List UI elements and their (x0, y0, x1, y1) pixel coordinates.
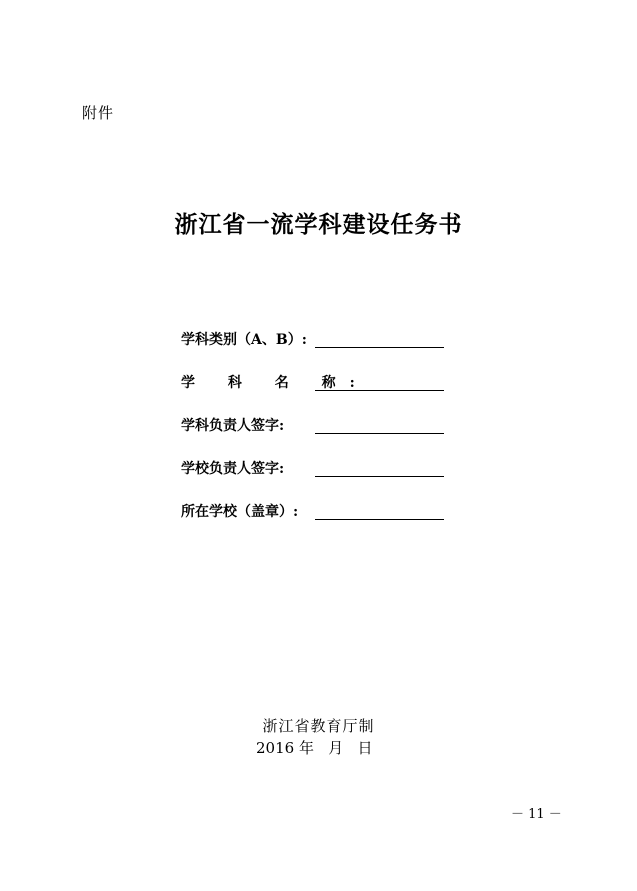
school-leader-signature-label: 学校负责人签字: (181, 461, 285, 477)
issue-date: 2016 年 月 日 (256, 739, 373, 757)
discipline-name-field[interactable] (315, 390, 444, 391)
form-row-discipline-name (181, 373, 369, 416)
form-row-school-seal (181, 502, 315, 545)
issuer: 浙江省教育厅制 (262, 717, 375, 735)
form-row-discipline-category (181, 330, 315, 373)
discipline-leader-signature-field[interactable] (315, 433, 444, 434)
school-seal-field[interactable] (315, 519, 444, 520)
form-row-discipline-leader-signature (181, 416, 315, 459)
school-seal-label: 所在学校（盖章）: (181, 504, 299, 520)
page-number: － 11 － (511, 807, 562, 822)
discipline-category-field[interactable] (315, 347, 444, 348)
info-form (181, 330, 369, 545)
form-row-school-leader-signature (181, 459, 315, 502)
school-leader-signature-field[interactable] (315, 476, 444, 477)
discipline-leader-signature-label: 学科负责人签字: (181, 418, 285, 434)
attachment-label: 附件 (82, 104, 115, 122)
document-title: 浙江省一流学科建设任务书 (174, 211, 463, 238)
discipline-name-label: 学 科 名 称: (181, 375, 369, 391)
discipline-category-label: 学科类别（A、B）: (181, 332, 307, 348)
